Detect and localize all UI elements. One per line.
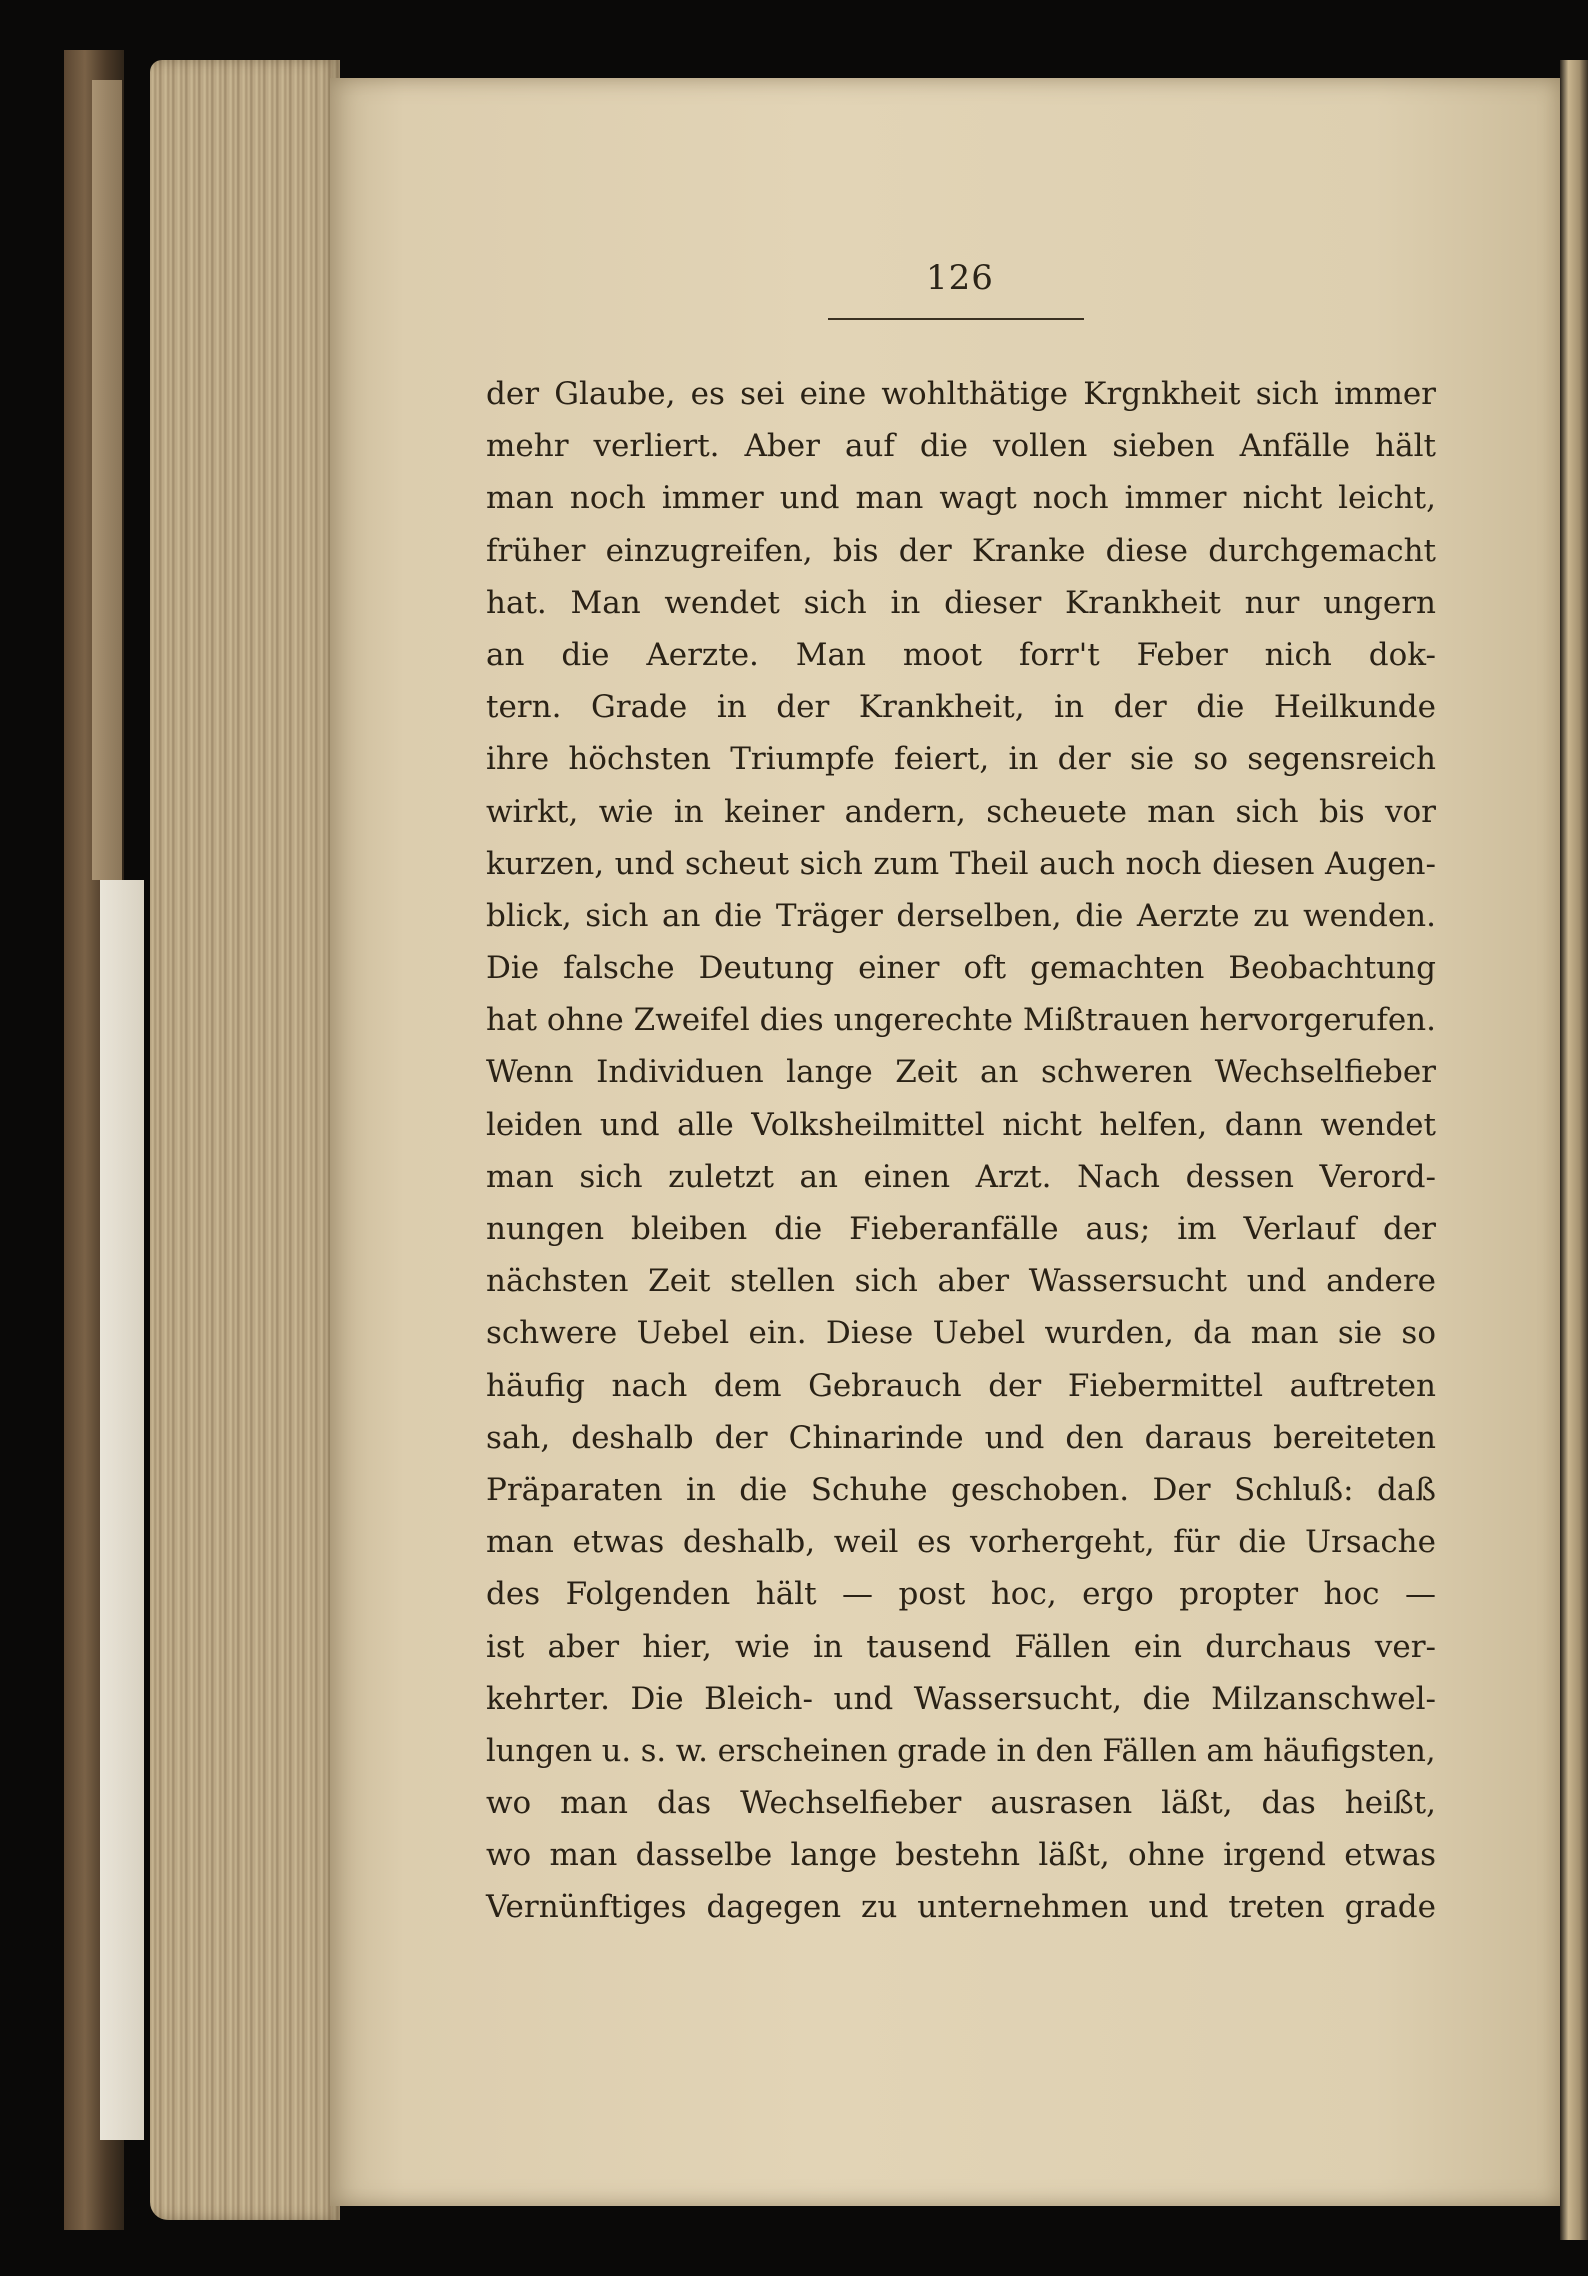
text-line: häufig nach dem Gebrauch der Fiebermittel auftreten bbox=[486, 1367, 1436, 1404]
text-line: blick, sich an die Träger derselben, die Aerzte zu wenden. bbox=[486, 897, 1436, 934]
text-line: kurzen, und scheut sich zum Theil auch noch diesen Augen- bbox=[486, 845, 1436, 882]
text-line: mehr verliert. Aber auf die vollen sieben Anfälle hält bbox=[486, 428, 1436, 465]
text-line: hat. Man wendet sich in dieser Krankheit nur ungern bbox=[486, 584, 1436, 621]
facing-page-edge bbox=[1560, 60, 1588, 2240]
text-line: an die Aerzte. Man moot forr't Feber nich dok- bbox=[486, 636, 1436, 673]
text-line: man noch immer und man wagt noch immer nicht leicht, bbox=[486, 480, 1436, 517]
text-line: wirkt, wie in keiner andern, scheuete man sich bis vor bbox=[486, 793, 1436, 830]
text-line: wo man das Wechselfieber ausrasen läßt, das heißt, bbox=[486, 1785, 1436, 1822]
text-line: lungen u. s. w. erscheinen grade in den Fällen am häufigsten, bbox=[486, 1732, 1436, 1769]
cover-edge bbox=[92, 80, 122, 880]
text-line: sah, deshalb der Chinarinde und den daraus bereiteten bbox=[486, 1419, 1436, 1456]
text-line: man etwas deshalb, weil es vorhergeht, für die Ursache bbox=[486, 1524, 1436, 1561]
text-line: tern. Grade in der Krankheit, in der die Heilkunde bbox=[486, 689, 1436, 726]
text-line: leiden und alle Volksheilmittel nicht helfen, dann wendet bbox=[486, 1106, 1436, 1143]
text-line: schwere Uebel ein. Diese Uebel wurden, da man sie so bbox=[486, 1315, 1436, 1352]
page-text bbox=[486, 368, 1436, 1934]
text-line: Vernünftiges dagegen zu unternehmen und treten grade bbox=[486, 1889, 1436, 1926]
flyleaf bbox=[100, 880, 144, 2140]
text-line: man sich zuletzt an einen Arzt. Nach dessen Verord- bbox=[486, 1158, 1436, 1195]
text-line: Die falsche Deutung einer oft gemachten Beobachtung bbox=[486, 950, 1436, 987]
text-line: Wenn Individuen lange Zeit an schweren Wechselfieber bbox=[486, 1054, 1436, 1091]
text-line: nungen bleiben die Fieberanfälle aus; im Verlauf der bbox=[486, 1211, 1436, 1247]
page-number: 126 bbox=[926, 258, 994, 298]
text-line: ihre höchsten Triumpfe feiert, in der sie so segensreich bbox=[486, 741, 1436, 778]
background-top bbox=[0, 0, 1588, 58]
text-line: hat ohne Zweifel dies ungerechte Mißtrauen hervorgerufen. bbox=[486, 1002, 1436, 1039]
text-line: ist aber hier, wie in tausend Fällen ein durchaus ver- bbox=[486, 1628, 1436, 1665]
text-line: wo man dasselbe lange bestehn läßt, ohne irgend etwas bbox=[486, 1837, 1436, 1874]
text-line: kehrter. Die Bleich- und Wassersucht, die Milzanschwel- bbox=[486, 1680, 1436, 1717]
text-line: des Folgenden hält — post hoc, ergo propter hoc — bbox=[486, 1576, 1436, 1613]
header-rule bbox=[828, 318, 1084, 320]
text-line: der Glaube, es sei eine wohlthätige Krgnkheit sich immer bbox=[486, 376, 1436, 412]
text-line: nächsten Zeit stellen sich aber Wassersucht und andere bbox=[486, 1263, 1436, 1300]
text-line: früher einzugreifen, bis der Kranke diese durchgemacht bbox=[486, 532, 1436, 569]
text-line: Präparaten in die Schuhe geschoben. Der Schluß: daß bbox=[486, 1471, 1436, 1508]
page-edges bbox=[150, 60, 340, 2220]
